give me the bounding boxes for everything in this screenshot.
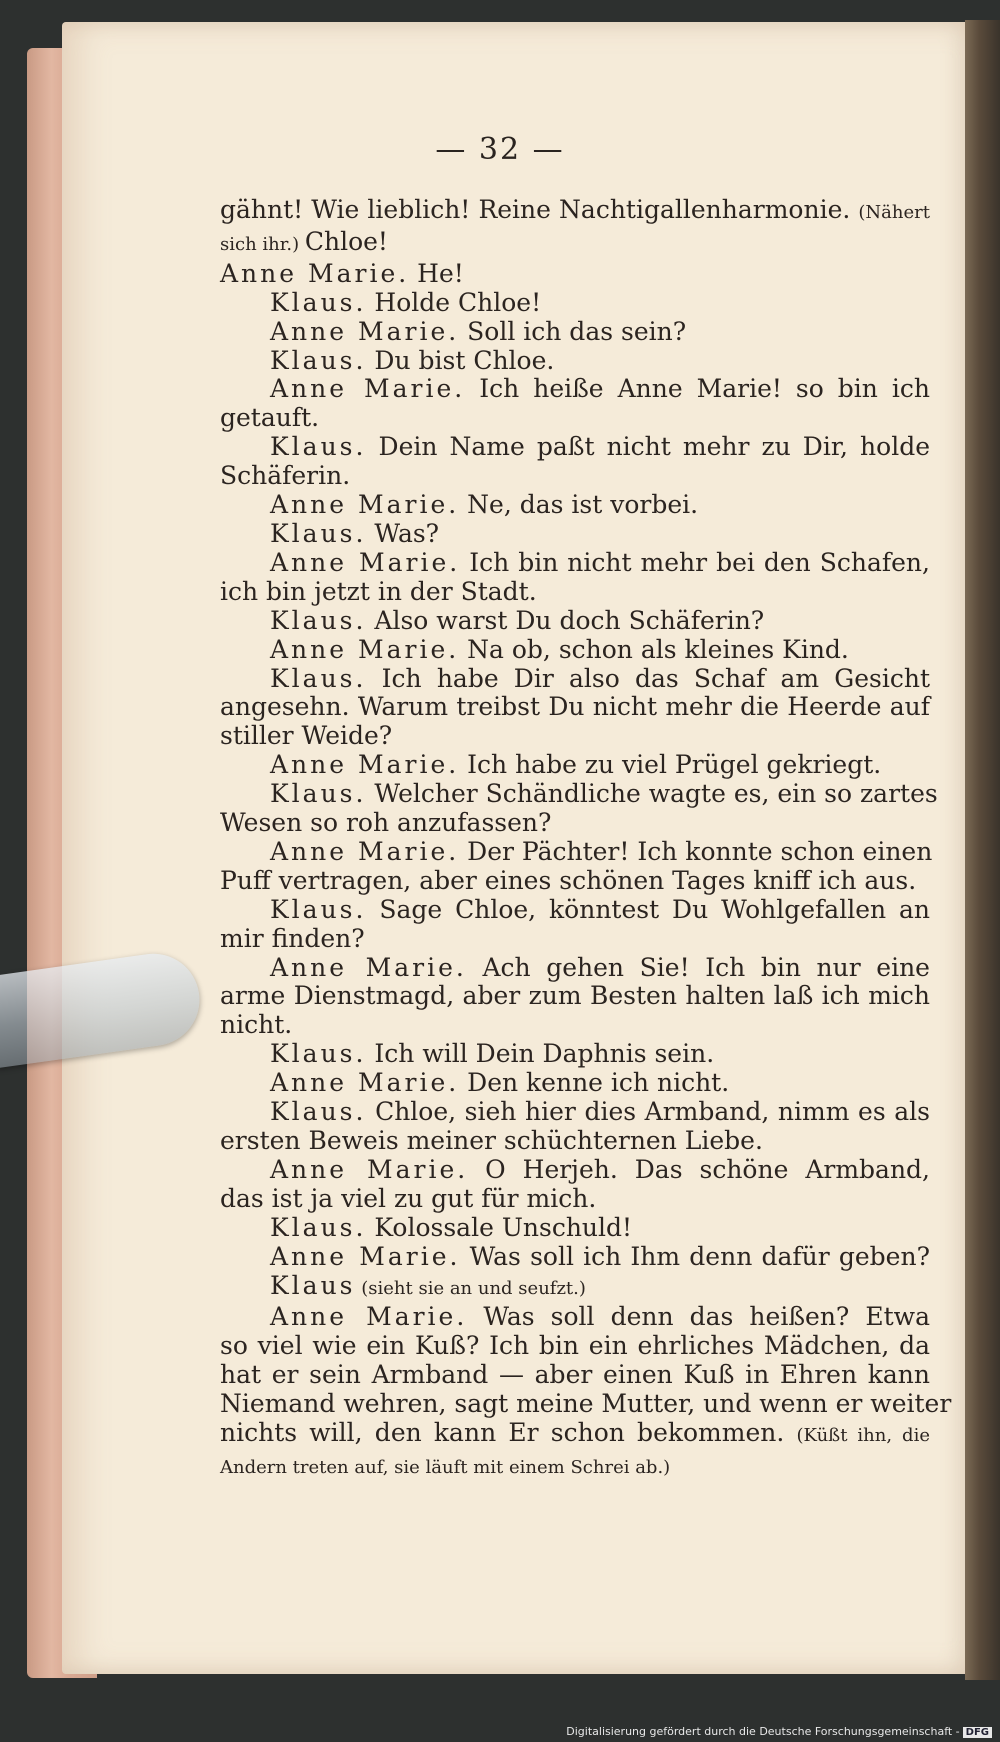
text-line: [220, 375, 930, 404]
speaker-name: Anne Marie.: [270, 1302, 468, 1332]
text-line: [220, 636, 930, 665]
text-line: [220, 722, 930, 751]
line-text: ich bin jetzt in der Stadt.: [220, 576, 537, 606]
speaker-name: Klaus.: [270, 894, 367, 924]
line-text: gähnt! Wie lieblich! Reine Nachtigallenharmonie.: [220, 195, 859, 224]
speaker-name: Klaus.: [270, 518, 367, 548]
line-text: He!: [409, 258, 464, 288]
speaker-name: Anne Marie.: [270, 316, 460, 346]
speaker-name: Klaus.: [270, 432, 367, 462]
line-text: Chloe!: [304, 226, 388, 256]
speaker-name: Anne Marie.: [270, 750, 460, 780]
line-text: nichts will, den kann Er schon bekommen.: [220, 1418, 797, 1448]
speaker-name: Anne Marie.: [220, 258, 410, 288]
line-text: das ist ja viel zu gut für mich.: [220, 1183, 597, 1213]
speaker-name: Klaus.: [270, 1212, 367, 1242]
line-text: Welcher Schändliche wagte es, ein so zartes: [366, 779, 938, 809]
text-line: [220, 549, 930, 578]
text-line: [220, 289, 930, 318]
text-line: [220, 1127, 930, 1156]
text-line: [220, 433, 930, 462]
line-text: Kolossale Unschuld!: [366, 1212, 633, 1242]
line-text: Was soll denn das heißen? Etwa: [467, 1302, 930, 1332]
text-line: [220, 1156, 930, 1185]
line-text: Du bist Chloe.: [366, 345, 555, 375]
text-line: [220, 1243, 930, 1272]
text-line: [220, 982, 930, 1011]
speaker-name: Anne Marie.: [270, 952, 467, 982]
speaker-name: Anne Marie.: [270, 1154, 469, 1184]
speaker-name: Anne Marie.: [270, 634, 460, 664]
text-line: [220, 607, 930, 636]
line-text: Ich habe zu viel Prügel gekriegt.: [459, 750, 882, 780]
text-line: [220, 896, 930, 925]
line-text: Wesen so roh anzufassen?: [220, 808, 552, 838]
text-line: [220, 1419, 930, 1451]
speaker-name: Anne Marie.: [270, 1068, 460, 1098]
text-line: [220, 1040, 930, 1069]
text-line: [220, 1069, 930, 1098]
text-line: [220, 809, 930, 838]
text-line: [220, 1185, 930, 1214]
text-line: [220, 954, 930, 983]
text-line: [220, 520, 930, 549]
stage-direction: (sieht sie an und seufzt.): [355, 1277, 586, 1299]
text-line: [220, 318, 930, 347]
line-text: Na ob, schon als kleines Kind.: [459, 634, 849, 664]
line-text: Ich bin nicht mehr bei den Schafen,: [460, 547, 930, 577]
line-text: hat er sein Armband — aber einen Kuß in Ehren kann: [220, 1360, 930, 1390]
binding-shadow: [965, 20, 1000, 1680]
line-text: Ich habe Dir also das Schaf am Gesicht: [366, 663, 930, 693]
stage-direction: (Nähert: [858, 202, 930, 223]
speaker-name: Klaus.: [270, 287, 367, 317]
line-text: Was?: [366, 518, 440, 548]
text-line: [220, 462, 930, 491]
text-line: [220, 404, 930, 433]
stage-direction: sich ihr.): [220, 233, 305, 255]
speaker-name: Klaus: [270, 1270, 356, 1300]
dfg-logo-badge: DFG: [963, 1727, 992, 1738]
line-text: Ne, das ist vorbei.: [459, 490, 699, 520]
line-text: Ich will Dein Daphnis sein.: [366, 1039, 715, 1069]
line-text: Niemand wehren, sagt meine Mutter, und wenn er weiter: [220, 1389, 952, 1419]
footer-credit: [566, 1725, 992, 1738]
line-text: angesehn. Warum treibst Du nicht mehr die Heerde auf: [220, 692, 930, 722]
play-text: [220, 195, 952, 1483]
line-text: Der Pächter! Ich konnte schon einen: [459, 836, 933, 866]
text-line: [220, 491, 930, 520]
line-text: Den kenne ich nicht.: [459, 1068, 730, 1098]
line-text: nicht.: [220, 1010, 293, 1040]
text-line: [220, 578, 930, 607]
line-text: getauft.: [220, 403, 320, 433]
line-text: Sage Chloe, könntest Du Wohlgefallen an: [366, 894, 930, 924]
text-line: [220, 665, 930, 694]
text-line: [220, 925, 930, 954]
line-text: Holde Chloe!: [366, 287, 542, 317]
speaker-name: Anne Marie.: [270, 836, 460, 866]
line-text: Ich heiße Anne Marie! so bin ich: [465, 374, 930, 404]
text-line: [220, 347, 930, 376]
text-line: [220, 1272, 930, 1304]
text-line: [220, 1214, 930, 1243]
text-line: [220, 1332, 930, 1361]
speaker-name: Anne Marie.: [270, 374, 466, 404]
speaker-name: Klaus.: [270, 1097, 367, 1127]
line-text: Soll ich das sein?: [459, 316, 687, 346]
line-text: Also warst Du doch Schäferin?: [366, 605, 765, 635]
line-text: so viel wie ein Kuß? Ich bin ein ehrliches Mädchen, da: [220, 1331, 930, 1361]
text-line: [220, 1303, 930, 1332]
speaker-name: Klaus.: [270, 605, 367, 635]
text-line: [220, 1361, 930, 1390]
speaker-name: Klaus.: [270, 1039, 367, 1069]
line-text: mir finden?: [220, 923, 365, 953]
text-line: [220, 779, 938, 809]
speaker-name: Klaus.: [270, 345, 367, 375]
speaker-name: Klaus.: [270, 663, 367, 693]
page-number: — 32 —: [435, 132, 565, 167]
text-line: [220, 1451, 930, 1483]
speaker-name: Anne Marie.: [270, 1241, 461, 1271]
text-line: [220, 196, 930, 228]
line-text: Schäferin.: [220, 461, 351, 491]
text-line: [220, 1098, 930, 1127]
speaker-name: Klaus.: [270, 779, 367, 809]
stage-direction: (Küßt ihn, die: [796, 1425, 930, 1447]
line-text: O Herjeh. Das schöne Armband,: [468, 1154, 930, 1184]
text-line: [220, 260, 930, 289]
text-line: [220, 1011, 930, 1040]
footer-text: Digitalisierung gefördert durch die Deutsche Forschungsgemeinschaft -: [566, 1725, 960, 1738]
line-text: Puff vertragen, aber eines schönen Tages kniff ich aus.: [220, 865, 917, 895]
stage-direction: Andern treten auf, sie läuft mit einem Schrei ab.): [220, 1456, 671, 1478]
line-text: Ach gehen Sie! Ich bin nur eine: [466, 952, 930, 982]
line-text: Was soll ich Ihm denn dafür geben?: [460, 1241, 930, 1271]
text-line: [220, 1389, 952, 1419]
text-line: [220, 228, 930, 260]
line-text: arme Dienstmagd, aber zum Besten halten laß ich mich: [220, 981, 930, 1011]
speaker-name: Anne Marie.: [270, 547, 461, 577]
line-text: Dein Name paßt nicht mehr zu Dir, holde: [366, 432, 930, 462]
line-text: Chloe, sieh hier dies Armband, nimm es als: [366, 1097, 930, 1127]
text-line: [220, 751, 930, 780]
speaker-name: Anne Marie.: [270, 490, 460, 520]
text-line: [220, 836, 933, 867]
line-text: stiller Weide?: [220, 721, 393, 751]
text-line: [220, 867, 930, 896]
text-line: [220, 693, 930, 722]
line-text: ersten Beweis meiner schüchternen Liebe.: [220, 1126, 763, 1155]
